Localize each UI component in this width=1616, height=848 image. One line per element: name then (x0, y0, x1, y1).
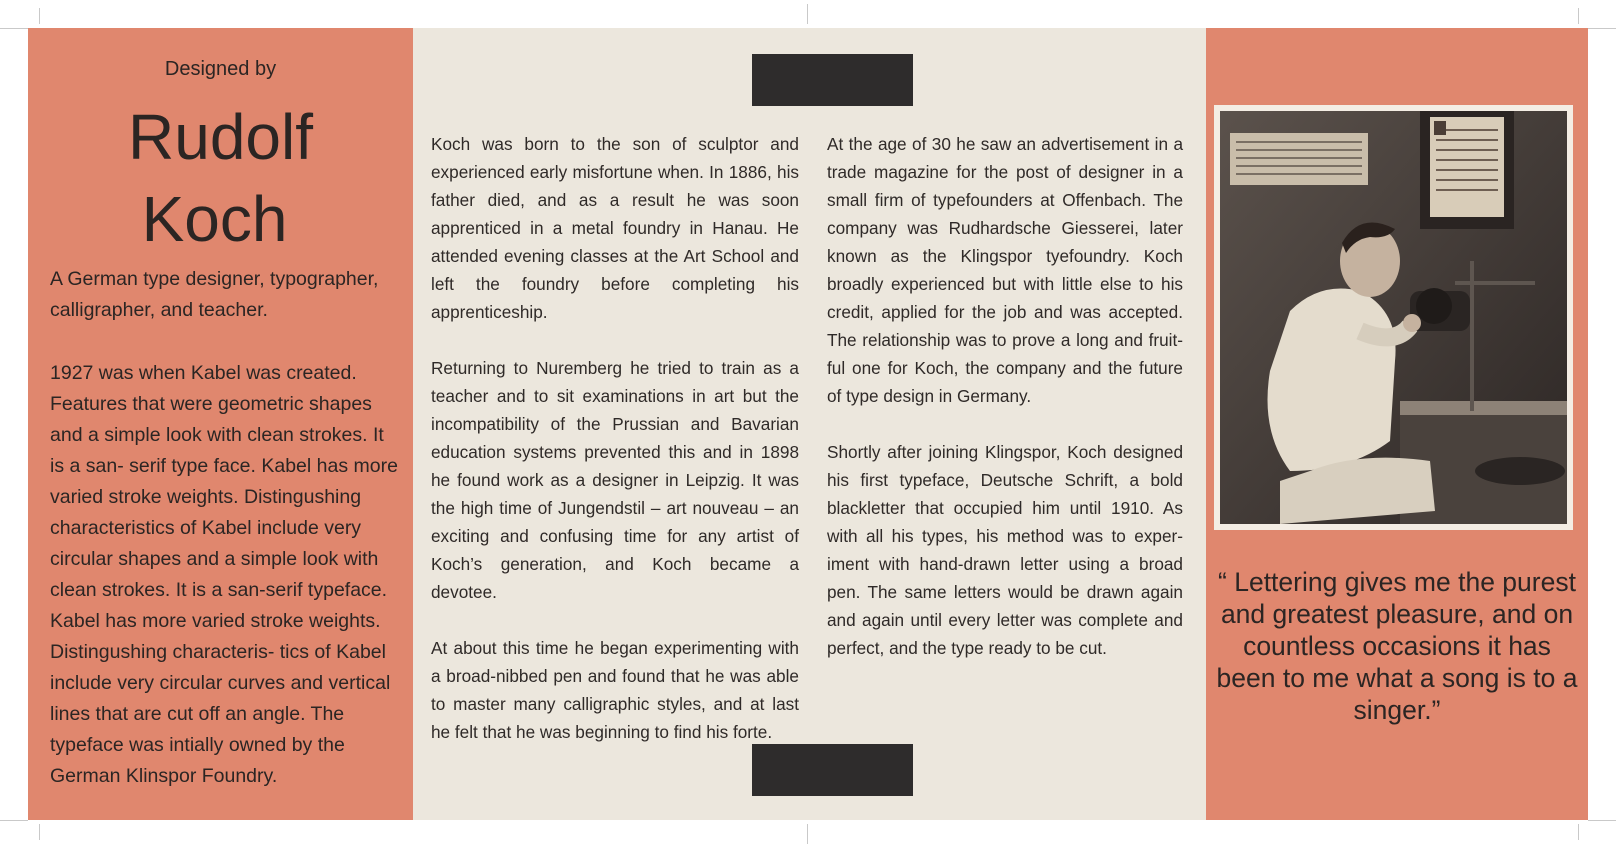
kabel-description: 1927 was when Kabel was created. Features that were geometric shapes and a simple look with clean strokes. It is a san- serif type face. Kabel has more varied stroke weights. Distingushing characteristics of Kabel include very circular shapes and a simple look with clean strokes. It is a san-serif typeface. Kabel has more varied stroke weights. Distingushing characteris- tics of Kabel include very circular curves and vertical lines that are cut off an angle. The typeface was intially owned by the German Klinspor Foundry. (50, 362, 398, 787)
crop-mark (1588, 820, 1616, 821)
brochure-sheet (28, 28, 1588, 820)
crop-mark (1588, 28, 1616, 29)
middle-panel (413, 28, 1206, 820)
name-last: Koch (141, 183, 288, 255)
paragraph: At the age of 30 he saw an advertisement in a trade magazine for the post of designer in a small firm of typefounders at Offenbach. The company was Rudhardsche Giesserei, later known as the Klingspor tyefoundry. Koch broadly experienced but with little else to his credit, applied for the job and was accepted. The relationship was to prove a long and fruit- ful one for Koch, the company and the future of type design in Germany. (827, 134, 1183, 406)
bottom-black-bar (752, 744, 913, 796)
crop-mark (807, 824, 808, 844)
crop-mark (1578, 8, 1579, 24)
designed-by-label: Designed by (164, 58, 277, 80)
crop-mark (807, 4, 808, 24)
koch-quote: “ Lettering gives me the purest and greatest pleasure, and on countless occasions it has been to me what a song is to a singer.” (1216, 567, 1578, 725)
crop-mark (0, 28, 28, 29)
photo-frame (1214, 105, 1573, 530)
name-first: Rudolf (128, 101, 313, 173)
top-black-bar (752, 54, 913, 106)
crop-mark (39, 824, 40, 840)
left-panel (28, 28, 413, 820)
intro-text: A German type designer, typographer, calligrapher, and teacher. (50, 268, 379, 321)
crop-mark (0, 820, 28, 821)
biography-column-2 (827, 130, 1183, 690)
crop-mark (39, 8, 40, 24)
crop-mark (1578, 824, 1579, 840)
paragraph: At about this time he began experimenting with a broad-nibbed pen and found that he was able to master many calligraphic styles, and at last he felt that he was beginning to find his forte. (431, 638, 799, 742)
koch-portrait-photo (1220, 111, 1567, 524)
right-panel (1206, 28, 1588, 820)
paragraph: Shortly after joining Klingspor, Koch designed his first typeface, Deutsche Schrift, a bold blackletter that occupied him until 1910. As with all his types, his method was to exper- iment with hand-drawn letter using a broad pen. The same letters would be drawn again and again until every letter was complete and perfect, and the type ready to be cut. (827, 442, 1183, 658)
paragraph: Returning to Nuremberg he tried to train as a teacher and to sit examinations in art but the incompatibility of the Prussian and Bavarian education systems prevented this and in 1898 he found work as a designer in Leipzig. It was the high time of Jungendstil – art nouveau – an exciting and confusing time for any artist of Koch’s generation, and Koch became a devotee. (431, 358, 799, 602)
paragraph: Koch was born to the son of sculptor and experienced early misfortune when. In 1886, his father died, and as a result he was soon apprenticed in a metal foundry in Hanau. He attended evening classes at the Art School and left the foundry before completing his apprenticeship. (431, 134, 799, 322)
biography-column-1 (431, 130, 799, 774)
photo-illustration (1220, 111, 1567, 524)
